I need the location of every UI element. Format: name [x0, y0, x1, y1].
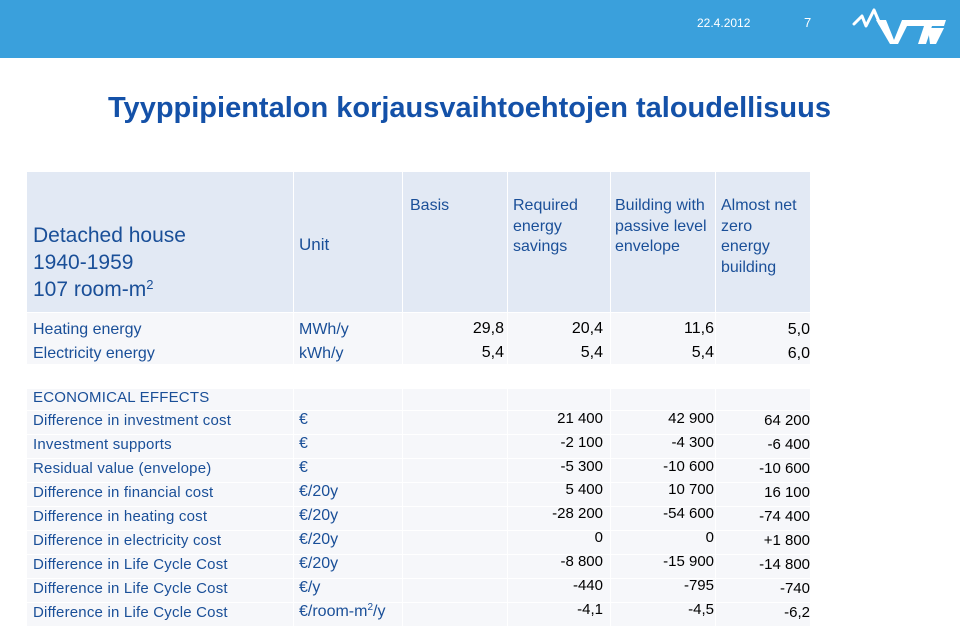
table-cell: -28 200	[552, 505, 603, 522]
column-header-net-zero: Almost net zero energy building	[721, 197, 797, 276]
table-cell: 5,4	[691, 344, 714, 361]
row-unit: €/20y	[299, 555, 339, 572]
table-cell: 21 400	[557, 410, 603, 427]
table-cell: 11,6	[684, 320, 714, 337]
row-unit: kWh/y	[299, 345, 344, 362]
table-cell: -15 900	[663, 553, 714, 570]
table-cell: -10 600	[759, 460, 810, 477]
table-cell: -74 400	[759, 508, 810, 525]
column-header-basis: Basis	[410, 197, 450, 214]
table-cell: -8 800	[560, 553, 603, 570]
table-cell: -440	[572, 577, 603, 594]
table-cell: 0	[705, 529, 714, 546]
row-unit: €/20y	[299, 507, 339, 524]
row-label-heating-energy: Heating energy	[33, 321, 142, 338]
row-divider	[27, 312, 810, 313]
table-cell: 0	[594, 529, 603, 546]
column-divider	[507, 172, 508, 626]
table-cell: -14 800	[759, 556, 810, 573]
table-cell: -4,1	[577, 601, 603, 618]
spacer-band	[27, 364, 810, 388]
table-cell: -4,5	[688, 601, 714, 618]
row-label: Difference in heating cost	[33, 508, 208, 525]
table-cell: 5 400	[565, 481, 603, 498]
table-cell: -10 600	[663, 458, 714, 475]
row-label: Difference in financial cost	[33, 484, 214, 501]
row-label: Residual value (envelope)	[33, 460, 212, 477]
section-title-economical-effects: ECONOMICAL EFFECTS	[33, 389, 210, 406]
row-label: Difference in investment cost	[33, 412, 232, 429]
table-cell: -4 300	[671, 434, 714, 451]
table-cell: 20,4	[571, 320, 603, 337]
row-label: Difference in Life Cycle Cost	[33, 580, 228, 597]
column-divider	[293, 172, 294, 626]
unit-column-header: Unit	[299, 235, 330, 254]
row-label: Difference in electricity cost	[33, 532, 222, 549]
vtt-logo-icon	[852, 4, 948, 48]
page-title: Tyyppipientalon korjausvaihtoehtojen taloudellisuus	[108, 92, 831, 124]
table-cell: 29,8	[472, 320, 504, 337]
table-cell: 5,4	[481, 344, 504, 361]
table-cell: -6 400	[767, 436, 810, 453]
table-cell: -795	[683, 577, 714, 594]
row-unit: €	[299, 435, 308, 452]
table-cell: -5 300	[560, 458, 603, 475]
table-corner-header: Detached house 1940-1959 107 room-$m^2$	[33, 224, 186, 301]
table-cell: 6,0	[787, 345, 810, 362]
table-cell: -6,2	[784, 604, 810, 621]
row-label: Difference in Life Cycle Cost	[33, 556, 228, 573]
table-cell: 42 900	[668, 410, 714, 427]
table-cell: 64 200	[764, 412, 810, 429]
row-unit: €	[299, 459, 308, 476]
row-label: Difference in Life Cycle Cost	[33, 604, 228, 621]
column-divider	[402, 172, 403, 626]
row-unit: €/20y	[299, 483, 339, 500]
row-label: Investment supports	[33, 436, 172, 453]
top-bar	[0, 0, 960, 58]
row-divider	[27, 364, 810, 365]
row-unit: $€/room-m^2/y$	[299, 602, 386, 620]
table-cell: 5,0	[787, 321, 810, 338]
table-cell: 10 700	[668, 481, 714, 498]
table-cell: -54 600	[663, 505, 714, 522]
table-cell: 5,4	[580, 344, 603, 361]
row-unit: €/20y	[299, 531, 339, 548]
table-cell: +1 800	[763, 532, 810, 549]
row-unit: MWh/y	[299, 321, 349, 338]
row-unit: €	[299, 411, 308, 428]
column-divider	[715, 172, 716, 626]
row-unit: €/y	[299, 579, 321, 596]
column-header-required-savings: Required energy savings	[513, 197, 578, 255]
slide-date: 22.4.2012	[697, 16, 751, 30]
column-divider	[610, 172, 611, 626]
table-cell: -2 100	[560, 434, 603, 451]
table-cell: 16 100	[764, 484, 810, 501]
slide-page-number: 7	[804, 15, 812, 30]
column-header-passive-envelope: Building with passive level envelope	[615, 197, 707, 255]
table-cell: -740	[779, 580, 810, 597]
row-label-electricity-energy: Electricity energy	[33, 345, 155, 362]
